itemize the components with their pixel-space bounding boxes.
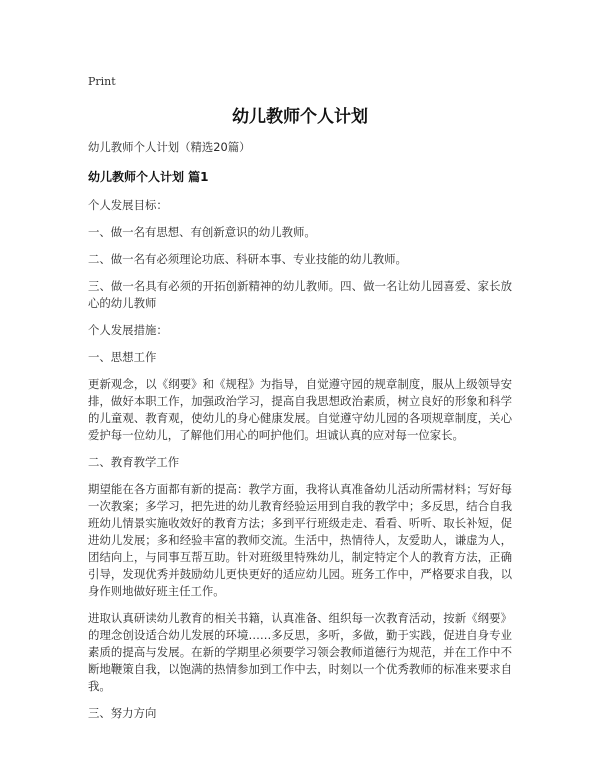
print-link[interactable]: Print [88,75,116,88]
paragraph-goal-3-4: 三、做一名具有必须的开拓创新精神的幼儿教师。四、做一名让幼儿园喜爱、家长放心的幼儿教师 [88,279,512,310]
paragraph-goal-2: 二、做一名有必须理论功底、科研本事、专业技能的幼儿教师。 [88,252,407,266]
document-subtitle: 幼儿教师个人计划（精选20篇） [88,140,251,154]
paragraph-goal-1: 一、做一名有思想、有创新意识的幼儿教师。 [88,225,316,239]
paragraph-ideology-heading: 一、思想工作 [88,350,157,364]
paragraph-teaching-body: 期望能在各方面都有新的提高：教学方面，我将认真准备幼儿活动所需材料；写好每一次教案；多学习，把先进的幼儿教育经验运用到自我的教学中；多反思，结合自我班幼儿情景实施收效好的教育方法；多到平行班级走走、看看、听听、取长补短，促进幼儿发展；多和经验丰富的教师交流。生活中，热情待人，友爱助人，谦虚为人，团结向上，与同事互帮互助。针对班级里特殊幼儿，制定特定个人的教育方法，正确引导，发现优秀并鼓励幼儿更快更好的适应幼儿园。班务工作中，严格要求自我，以身作则地做好班主任工作。 [88,482,512,598]
paragraph-ideology-body: 更新观念，以《纲要》和《规程》为指导，自觉遵守园的规章制度，服从上级领导安排，做好本职工作，加强政治学习，提高自我思想政治素质，树立良好的形象和科学的儿童观、教育观，使幼儿的身心健康发展。自觉遵守幼儿园的各项规章制度，关心爱护每一位幼儿，了解他们用心的呵护他们。坦诚认真的应对每一位家长。 [88,377,512,442]
paragraph-direction-heading: 三、努力方向 [88,706,157,720]
paragraph-teaching-heading: 二、教育教学工作 [88,455,180,469]
paragraph-study-body: 进取认真研读幼儿教育的相关书籍，认真准备、组织每一次教育活动，按新《纲要》的理念创设适合幼儿发展的环境……多反思，多听，多做，勤于实践，促进自身专业素质的提高与发展。在新的学期里必须要学习领会教师道德行为规范，并在工作中不断地鞭策自我，以饱满的热情参加到工作中去，时刻以一个优秀教师的标准来要求自我。 [88,611,512,693]
section-heading: 幼儿教师个人计划 篇1 [88,170,209,184]
paragraph-measures-heading: 个人发展措施： [88,323,168,337]
document-title: 幼儿教师个人计划 [232,107,368,127]
paragraph-goals-heading: 个人发展目标： [88,198,168,212]
